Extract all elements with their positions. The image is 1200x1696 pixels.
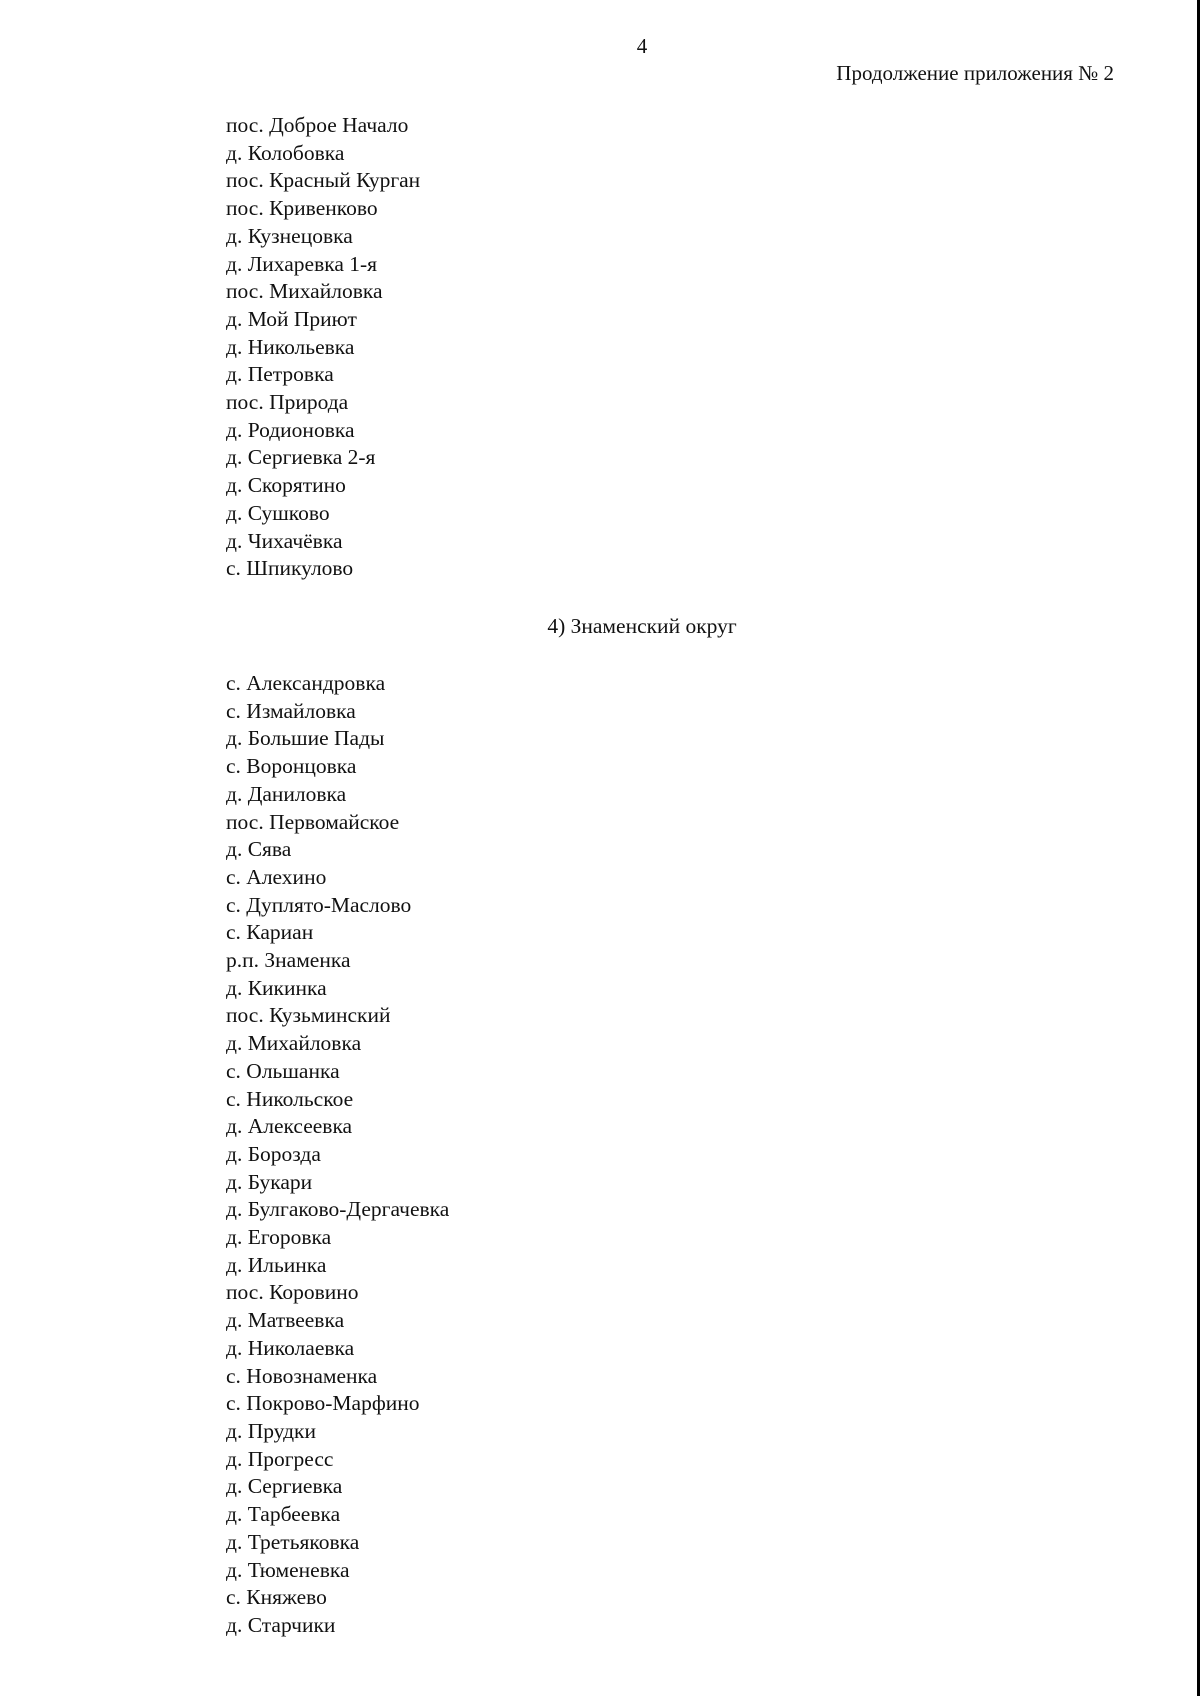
list-item: с. Алехино <box>226 864 327 889</box>
list-item: пос. Михайловка <box>226 279 383 304</box>
list-item: пос. Первомайское <box>226 809 400 834</box>
list-item: пос. Доброе Начало <box>226 113 409 137</box>
list-item: д. Прудки <box>226 1418 316 1443</box>
list-item: д. Никольевка <box>226 334 355 359</box>
list-item: с. Ольшанка <box>226 1058 340 1083</box>
list-item: д. Большие Пады <box>226 726 385 751</box>
list-item: пос. Красный Курган <box>226 168 421 193</box>
list-item: д. Сушково <box>226 500 330 525</box>
list-item: д. Сява <box>226 837 292 862</box>
list-item: д. Тарбеевка <box>226 1502 341 1527</box>
list-item: д. Даниловка <box>226 781 347 806</box>
section-heading: 4) Знаменский округ <box>547 614 737 638</box>
list-item: д. Старчики <box>226 1612 336 1637</box>
list-item: д. Егоровка <box>226 1225 332 1250</box>
list-item: пос. Коровино <box>226 1280 359 1305</box>
list-item: с. Шпикулово <box>226 556 354 581</box>
settlement-list-1 <box>226 112 420 583</box>
settlement-list-2 <box>226 670 449 1640</box>
list-item: д. Борозда <box>226 1141 321 1166</box>
list-item: пос. Кривенково <box>226 196 378 221</box>
list-item: с. Никольское <box>226 1086 354 1111</box>
list-item: с. Покрово-Марфино <box>226 1391 420 1416</box>
list-item: д. Николаевка <box>226 1335 355 1360</box>
list-item: д. Скорятино <box>226 473 346 498</box>
list-item: д. Лихаревка 1-я <box>226 251 378 276</box>
list-item: с. Кариан <box>226 920 314 945</box>
list-item: д. Колобовка <box>226 140 345 165</box>
list-item: д. Кикинка <box>226 975 327 1000</box>
list-item: с. Измайловка <box>226 698 356 723</box>
list-item: пос. Природа <box>226 390 349 415</box>
continuation-label: Продолжение приложения № 2 <box>836 61 1114 85</box>
list-item: д. Родионовка <box>226 417 355 442</box>
list-item: д. Михайловка <box>226 1031 362 1056</box>
list-item: д. Петровка <box>226 362 334 387</box>
list-item: д. Тюменевка <box>226 1557 350 1582</box>
list-item: р.п. Знаменка <box>226 948 351 973</box>
list-item: д. Третьяковка <box>226 1529 360 1554</box>
list-item: с. Воронцовка <box>226 754 357 779</box>
list-item: д. Чихачёвка <box>226 528 343 553</box>
list-item: с. Дуплято-Маслово <box>226 892 412 917</box>
list-item: д. Сергиевка 2-я <box>226 445 376 470</box>
list-item: д. Булгаково-Дергачевка <box>226 1197 450 1222</box>
list-item: д. Мой Приют <box>226 306 357 331</box>
list-item: д. Матвеевка <box>226 1308 345 1333</box>
list-item: д. Букари <box>226 1169 313 1194</box>
list-item: с. Александровка <box>226 671 386 695</box>
list-item: д. Ильинка <box>226 1252 327 1277</box>
list-item: с. Новознаменка <box>226 1363 378 1388</box>
page-number: 4 <box>636 34 648 58</box>
list-item: д. Алексеевка <box>226 1114 353 1139</box>
list-item: пос. Кузьминский <box>226 1003 391 1028</box>
list-item: с. Княжево <box>226 1585 327 1610</box>
list-item: д. Кузнецовка <box>226 223 353 248</box>
list-item: д. Прогресс <box>226 1446 334 1471</box>
list-item: д. Сергиевка <box>226 1474 343 1499</box>
